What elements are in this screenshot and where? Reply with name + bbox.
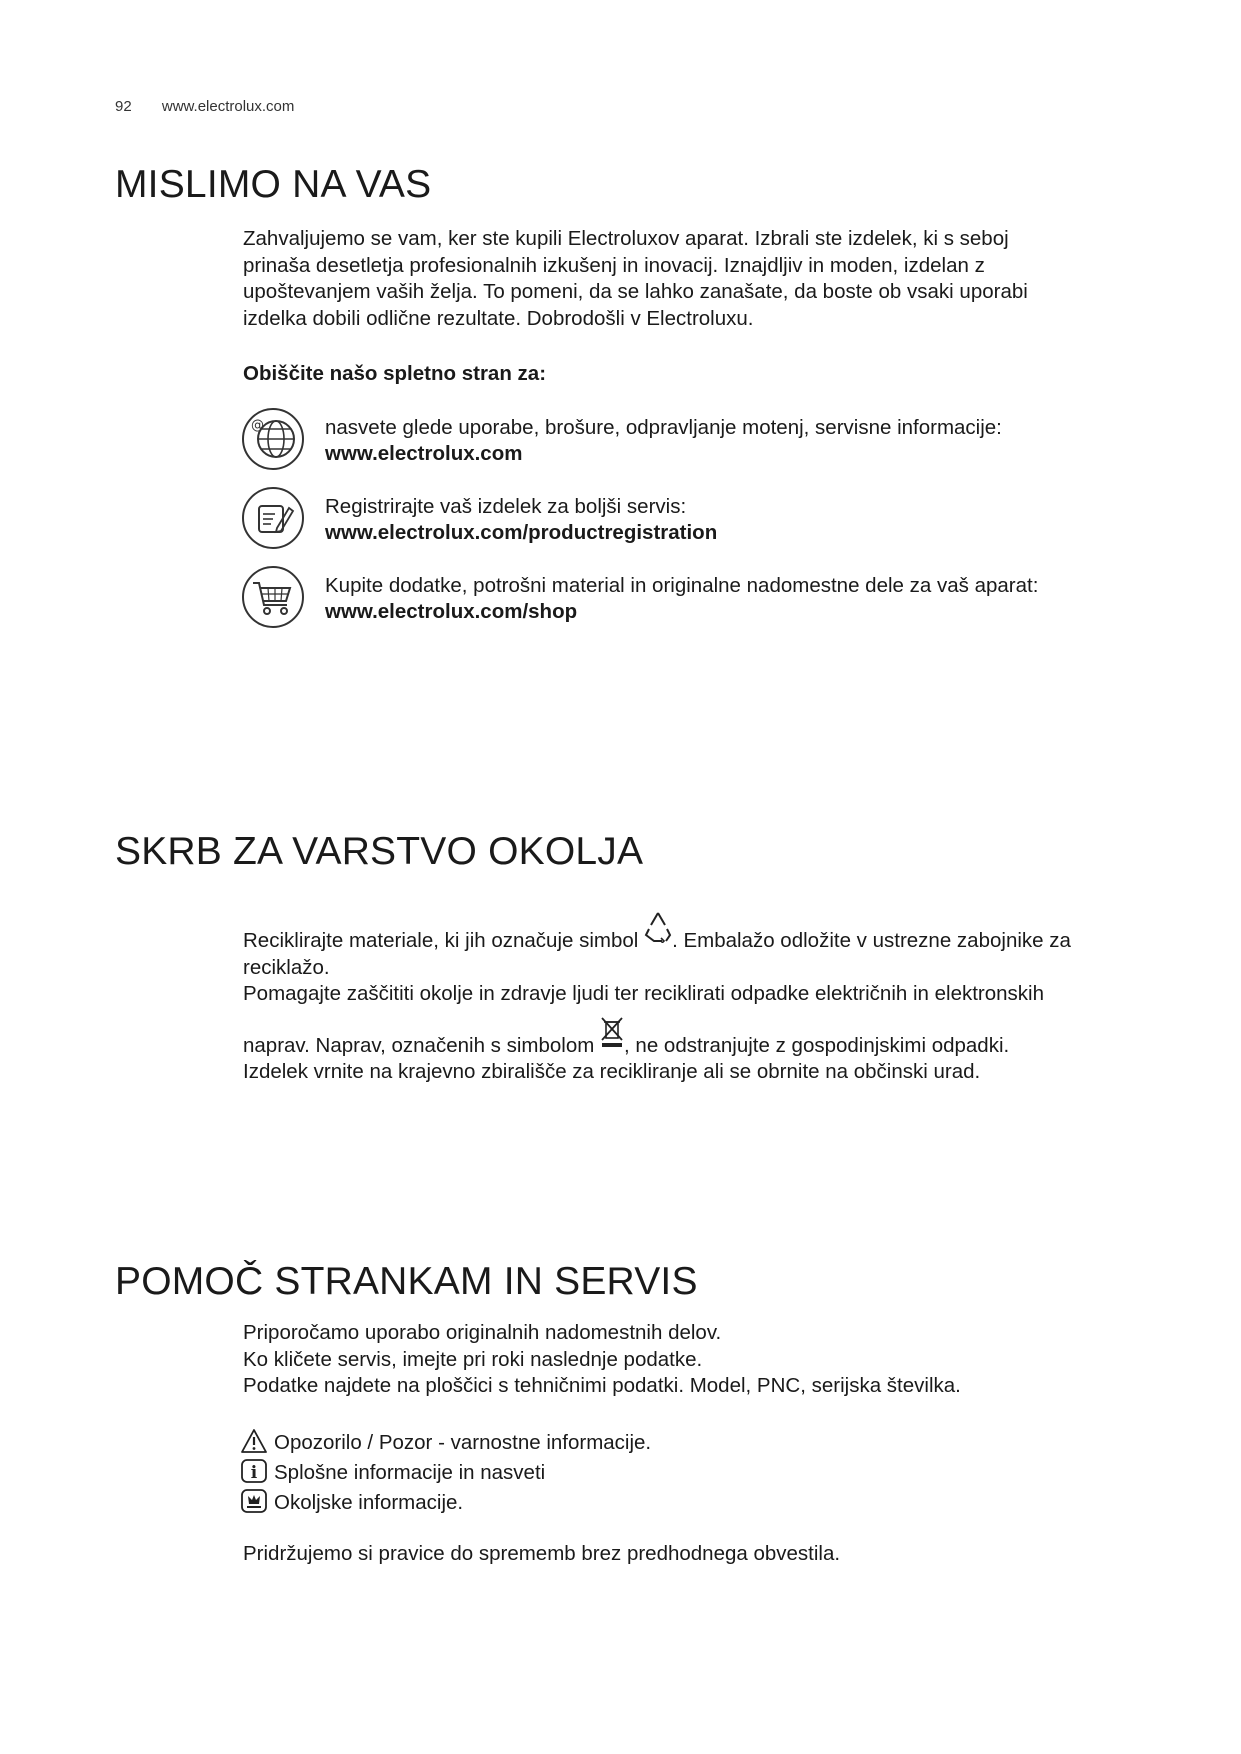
- env-line: [243, 1016, 1163, 1060]
- crossed-bin-icon: [600, 1016, 624, 1054]
- service-paragraph: [243, 1320, 1143, 1400]
- shopping-cart-icon: [241, 565, 305, 629]
- legend-label: Splošne informacije in nasveti: [274, 1461, 546, 1484]
- globe-icon: [241, 407, 305, 471]
- env-text: , ne odstranjujte z gospodinjskimi odpadki.: [624, 1033, 1010, 1057]
- intro-line: upoštevanjem vaših želja. To pomeni, da se lahko zanašate, da boste ob vsaki uporabi: [243, 280, 1028, 303]
- website-link[interactable]: www.electrolux.com: [161, 98, 295, 115]
- env-line: Izdelek vrnite na krajevno zbirališče za recikliranje ali se obrnite na občinski urad.: [243, 1060, 981, 1083]
- info-icon: [240, 1458, 268, 1484]
- intro-line: prinaša desetletja profesionalnih izkušenj in inovacij. Iznajdljiv in moden, izdelan z: [243, 253, 985, 277]
- environment-paragraph: [243, 911, 1163, 1086]
- link-description: Kupite dodatke, potrošni material in originalne nadomestne dele za vaš aparat:: [325, 574, 1039, 597]
- env-line: Pomagajte zaščititi okolje in zdravje ljudi ter reciklirati odpadke električnih in elektronskih: [243, 982, 1045, 1005]
- env-text: Reciklirajte materiale, ki jih označuje simbol: [243, 929, 639, 952]
- section-title-okolje: SKRB ZA VARSTVO OKOLJA: [115, 830, 644, 873]
- link-text: [325, 494, 717, 546]
- visit-heading: Obiščite našo spletno stran za:: [243, 362, 547, 385]
- link-description: nasvete glede uporabe, brošure, odpravljanje motenj, servisne informacije:: [325, 416, 1002, 439]
- legend-label: Opozorilo / Pozor - varnostne informacije.: [274, 1431, 652, 1454]
- service-line: Podatke najdete na ploščici s tehničnimi podatki. Model, PNC, serijska številka.: [243, 1374, 961, 1397]
- registration-icon: [241, 486, 305, 550]
- link-url[interactable]: www.electrolux.com: [325, 442, 523, 465]
- env-text: naprav. Naprav, označenih s simbolom: [243, 1033, 595, 1057]
- link-description: Registrirajte vaš izdelek za boljši servis:: [325, 495, 687, 518]
- link-text: [325, 573, 1038, 625]
- section-title-mislimo: MISLIMO NA VAS: [115, 163, 432, 206]
- link-url[interactable]: www.electrolux.com/shop: [325, 600, 578, 623]
- legend-label: Okoljske informacije.: [274, 1491, 464, 1514]
- legend-info: [240, 1458, 545, 1486]
- link-text: [325, 415, 1002, 467]
- env-line: reciklažo.: [243, 955, 330, 979]
- environment-icon: [240, 1488, 268, 1514]
- service-line: Ko kličete servis, imejte pri roki naslednje podatke.: [243, 1347, 703, 1371]
- recycling-icon: [644, 911, 672, 943]
- page-number: 92: [115, 98, 132, 115]
- legend-environment: [240, 1488, 463, 1516]
- link-url[interactable]: www.electrolux.com/productregistration: [325, 521, 718, 544]
- intro-line: Zahvaljujemo se vam, ker ste kupili Electroluxov aparat. Izbrali ste izdelek, ki s seboj: [243, 227, 1009, 250]
- intro-line: izdelka dobili odlične rezultate. Dobrodošli v Electroluxu.: [243, 306, 754, 330]
- disclaimer: Pridržujemo si pravice do sprememb brez predhodnega obvestila.: [243, 1542, 841, 1565]
- env-line: [243, 911, 1163, 955]
- page-header: [115, 98, 294, 115]
- warning-icon: [240, 1428, 268, 1454]
- svg-text:i: i: [250, 1463, 258, 1483]
- svg-text:@: @: [251, 418, 264, 433]
- service-line: Priporočamo uporabo originalnih nadomestnih delov.: [243, 1321, 722, 1344]
- section-title-servis: POMOČ STRANKAM IN SERVIS: [115, 1260, 698, 1303]
- intro-paragraph: [243, 226, 1143, 332]
- legend-warning: [240, 1428, 651, 1456]
- env-text: . Embalažo odložite v ustrezne zabojnike za: [672, 929, 1071, 952]
